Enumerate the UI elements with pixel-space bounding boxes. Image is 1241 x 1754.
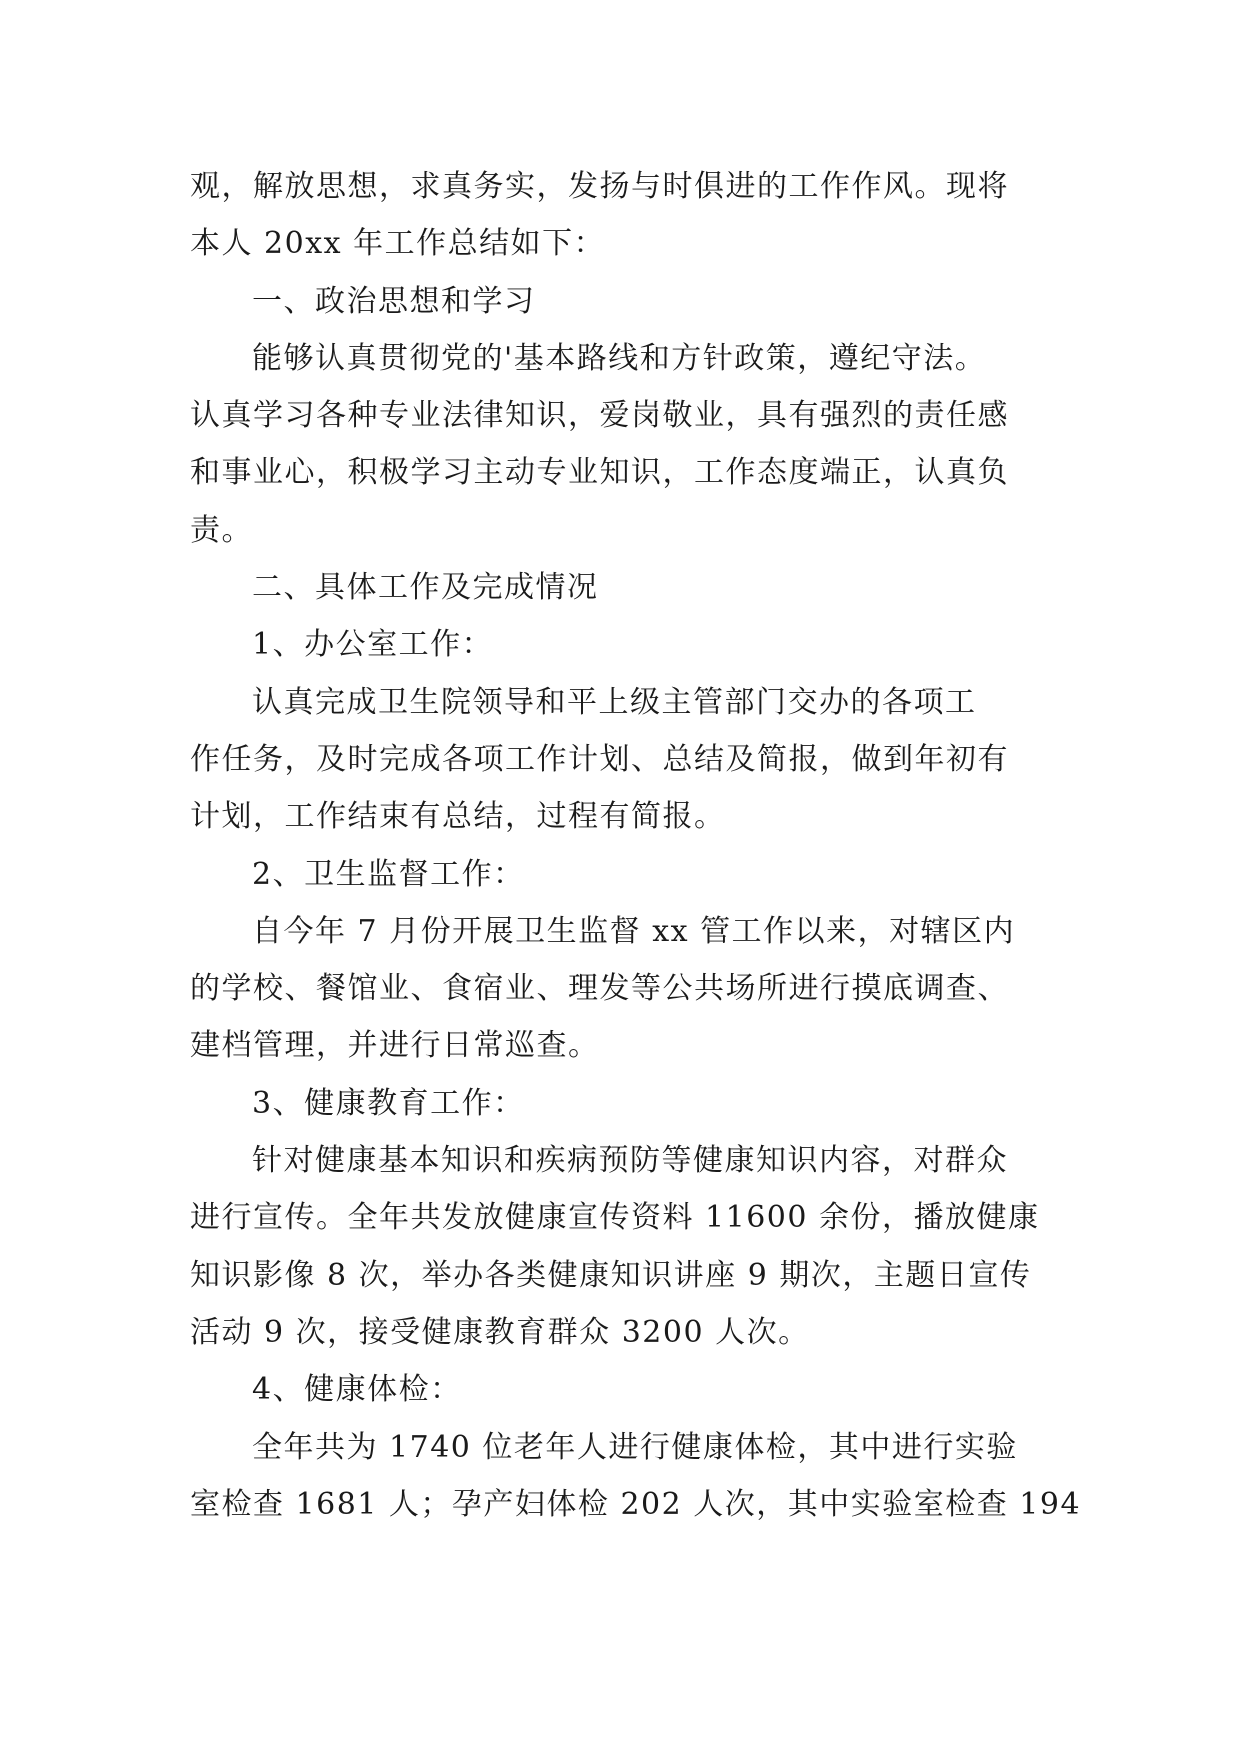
subheading-line: 2、卫生监督工作： <box>252 856 525 892</box>
checkup-paragraph <box>190 1419 1082 1534</box>
intro-paragraph <box>190 158 1070 273</box>
text-line: 计划，工作结束有总结，过程有简报。 <box>190 799 726 835</box>
subheading-office <box>190 616 1070 673</box>
text-line: 全年共为 1740 位老年人进行健康体检，其中进行实验 <box>252 1429 1018 1465</box>
text-line: 观，解放思想，求真务实，发扬与时俱进的工作作风。现将 <box>190 169 1009 204</box>
section-heading-work <box>190 559 1070 616</box>
text-line: 认真学习各种专业法律知识，爱岗敬业，具有强烈的责任感 <box>190 398 1009 434</box>
subheading-supervision <box>190 846 1070 903</box>
text-line: 知识影像 8 次，举办各类健康知识讲座 9 期次，主题日宣传 <box>190 1257 1032 1293</box>
heading-line: 二、具体工作及完成情况 <box>252 570 599 606</box>
text-line: 责。 <box>190 512 253 548</box>
education-paragraph <box>190 1132 1070 1361</box>
text-line: 针对健康基本知识和疾病预防等健康知识内容，对群众 <box>252 1143 1008 1179</box>
heading-line: 一、政治思想和学习 <box>252 283 536 319</box>
document-body <box>190 158 1082 1533</box>
section-heading-politics <box>190 273 1070 330</box>
text-line: 和事业心，积极学习主动专业知识，工作态度端正，认真负 <box>190 455 1009 491</box>
subheading-line: 3、健康教育工作： <box>252 1085 525 1121</box>
supervision-paragraph <box>190 903 1070 1075</box>
politics-paragraph <box>190 330 1070 559</box>
text-line: 的学校、餐馆业、食宿业、理发等公共场所进行摸底调查、 <box>190 971 1009 1007</box>
text-line: 本人 20xx 年工作总结如下： <box>190 226 606 262</box>
subheading-line: 1、办公室工作： <box>252 627 494 663</box>
text-line: 自今年 7 月份开展卫生监督 xx 管工作以来，对辖区内 <box>252 913 1016 949</box>
office-paragraph <box>190 674 1070 846</box>
text-line: 进行宣传。全年共发放健康宣传资料 11600 余份，播放健康 <box>190 1200 1040 1236</box>
subheading-checkup <box>190 1361 1070 1418</box>
subheading-education <box>190 1075 1070 1132</box>
text-line: 认真完成卫生院领导和平上级主管部门交办的各项工 <box>252 684 977 720</box>
subheading-line: 4、健康体检： <box>252 1372 462 1408</box>
text-line: 能够认真贯彻党的'基本路线和方针政策，遵纪守法。 <box>252 340 987 376</box>
text-line: 室检查 1681 人；孕产妇体检 202 人次，其中实验室检查 194 <box>190 1486 1082 1522</box>
text-line: 作任务，及时完成各项工作计划、总结及简报，做到年初有 <box>190 741 1009 777</box>
text-line: 活动 9 次，接受健康教育群众 3200 人次。 <box>190 1314 810 1350</box>
text-line: 建档管理，并进行日常巡查。 <box>190 1028 600 1064</box>
